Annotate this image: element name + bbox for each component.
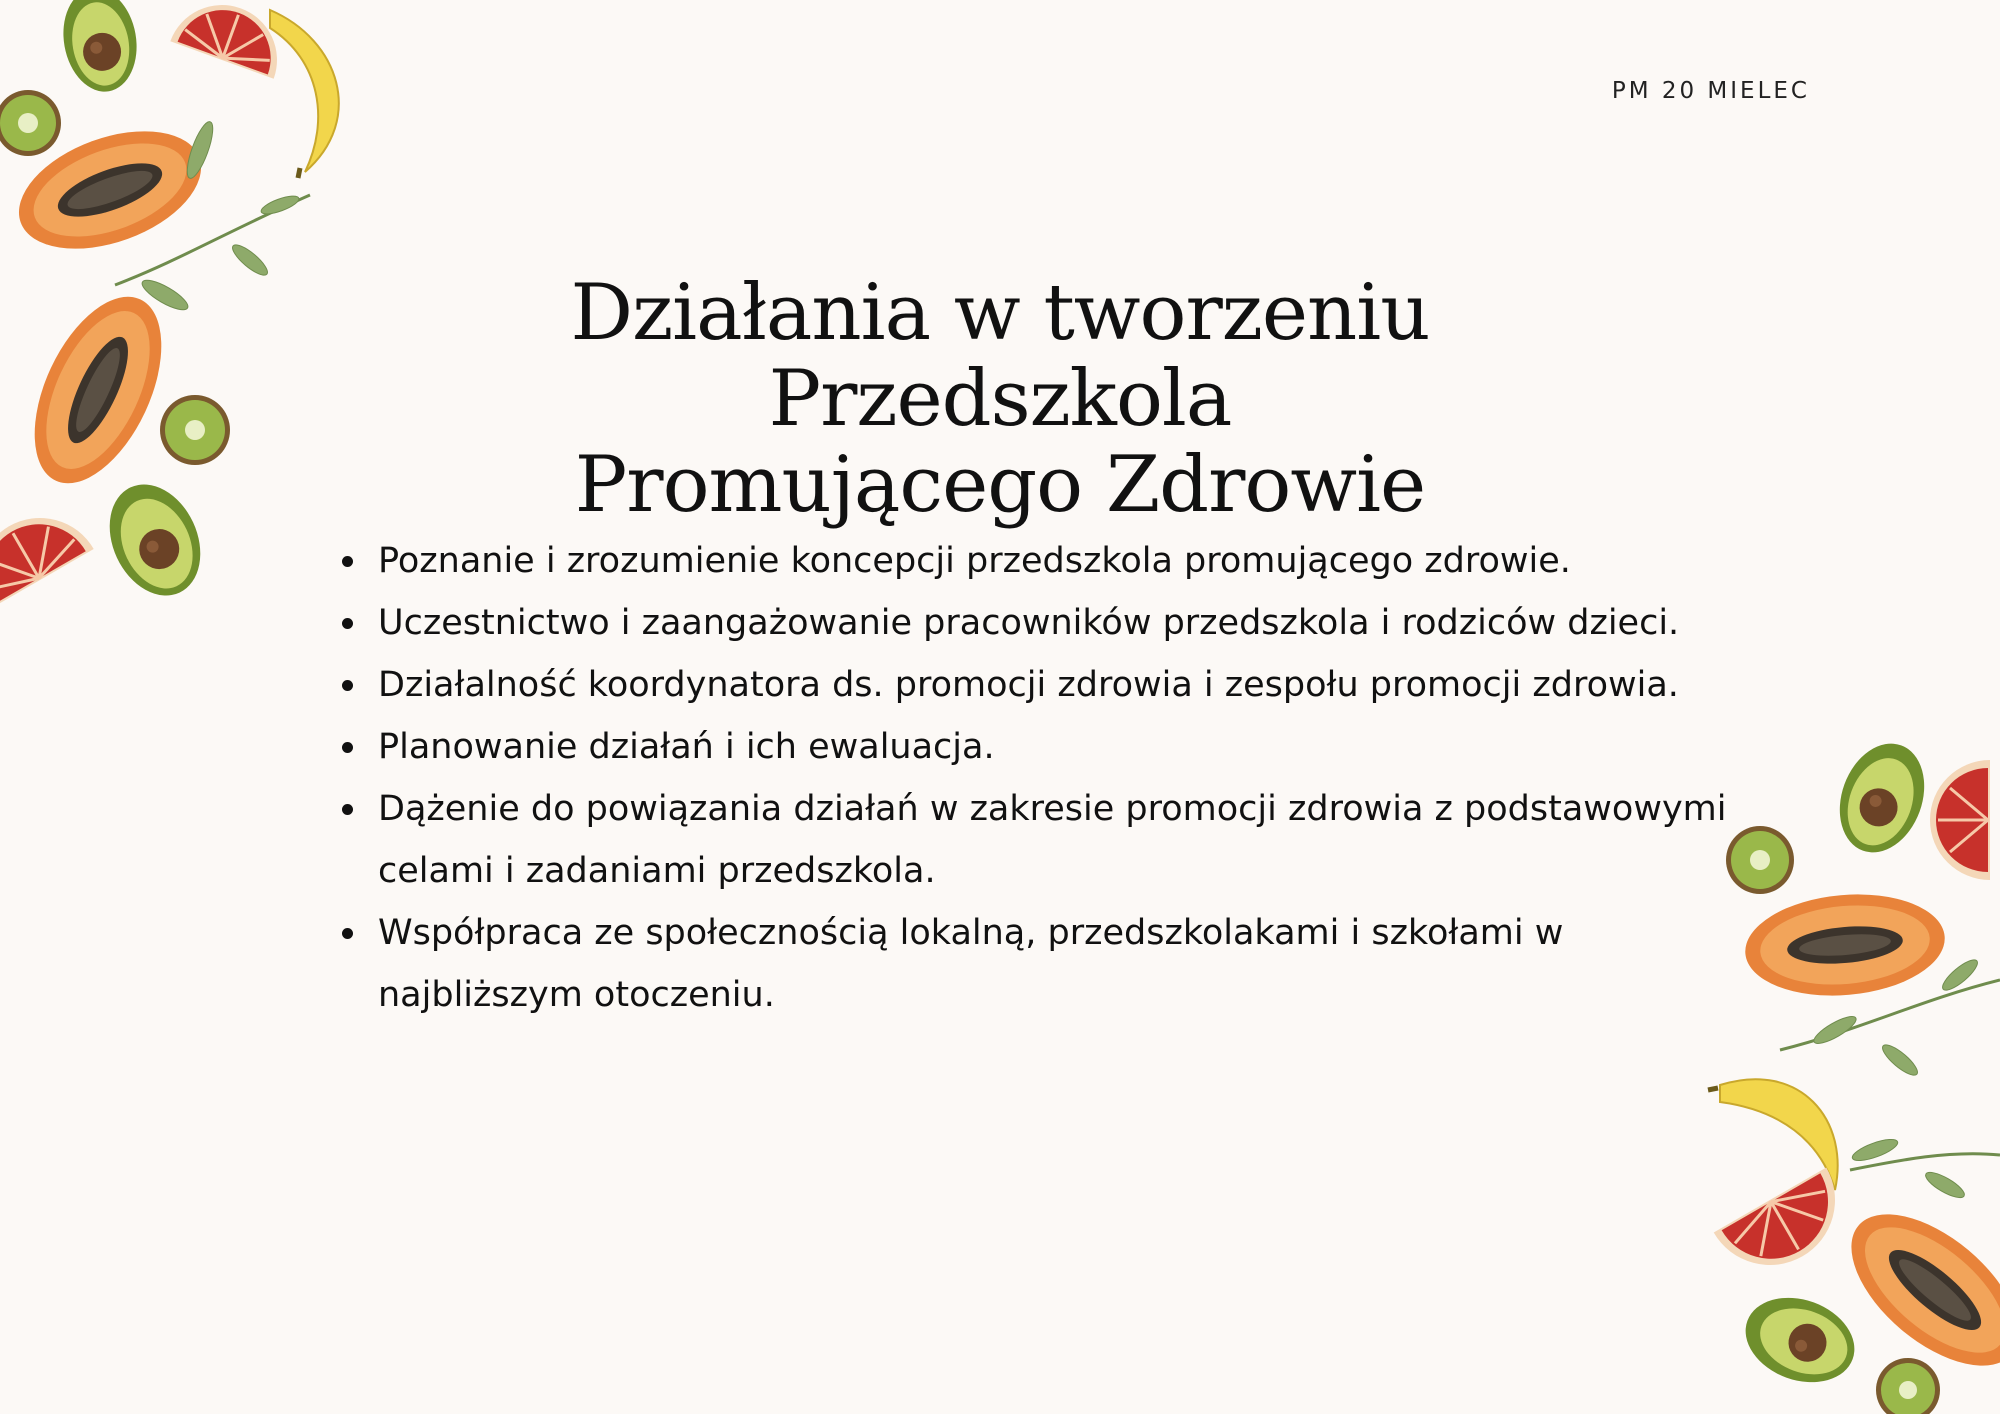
papaya-icon bbox=[9, 277, 188, 502]
avocado-icon bbox=[1734, 1283, 1867, 1396]
list-item: Planowanie działań i ich ewaluacja. bbox=[378, 716, 1758, 778]
fruit-decoration-top-left bbox=[0, 0, 360, 680]
list-item: Współpraca ze społecznością lokalną, przedszkolakami i szkołami w najbliższym otoczeniu. bbox=[378, 902, 1758, 1026]
page-title-line-2: Promującego Zdrowie bbox=[574, 440, 1426, 530]
kiwi-icon bbox=[0, 90, 61, 156]
list-item: Uczestnictwo i zaangażowanie pracowników przedszkola i rodziców dzieci. bbox=[378, 592, 1758, 654]
grapefruit-icon bbox=[0, 495, 94, 611]
avocado-icon bbox=[92, 470, 217, 611]
avocado-icon bbox=[1825, 732, 1938, 865]
banana-icon bbox=[270, 10, 339, 178]
papaya-icon bbox=[1741, 886, 1949, 1003]
list-item: Działalność koordynatora ds. promocji zdrowia i zespołu promocji zdrowia. bbox=[378, 654, 1758, 716]
action-list bbox=[336, 530, 1758, 1026]
page-title bbox=[330, 270, 1670, 528]
organization-label: PM 20 MIELEC bbox=[1611, 78, 1810, 104]
kiwi-icon bbox=[160, 395, 230, 465]
grapefruit-icon bbox=[1714, 1168, 1859, 1289]
avocado-icon bbox=[56, 0, 145, 97]
grapefruit-icon bbox=[1930, 760, 1990, 880]
page-title-line-1: Działania w tworzeniu Przedszkola bbox=[570, 268, 1430, 444]
kiwi-icon bbox=[1876, 1358, 1940, 1414]
list-item: Poznanie i zrozumienie koncepcji przedszkola promującego zdrowie. bbox=[378, 530, 1758, 592]
list-item: Dążenie do powiązania działań w zakresie promocji zdrowia z podstawowymi celami i zadaniami przedszkola. bbox=[378, 778, 1758, 902]
